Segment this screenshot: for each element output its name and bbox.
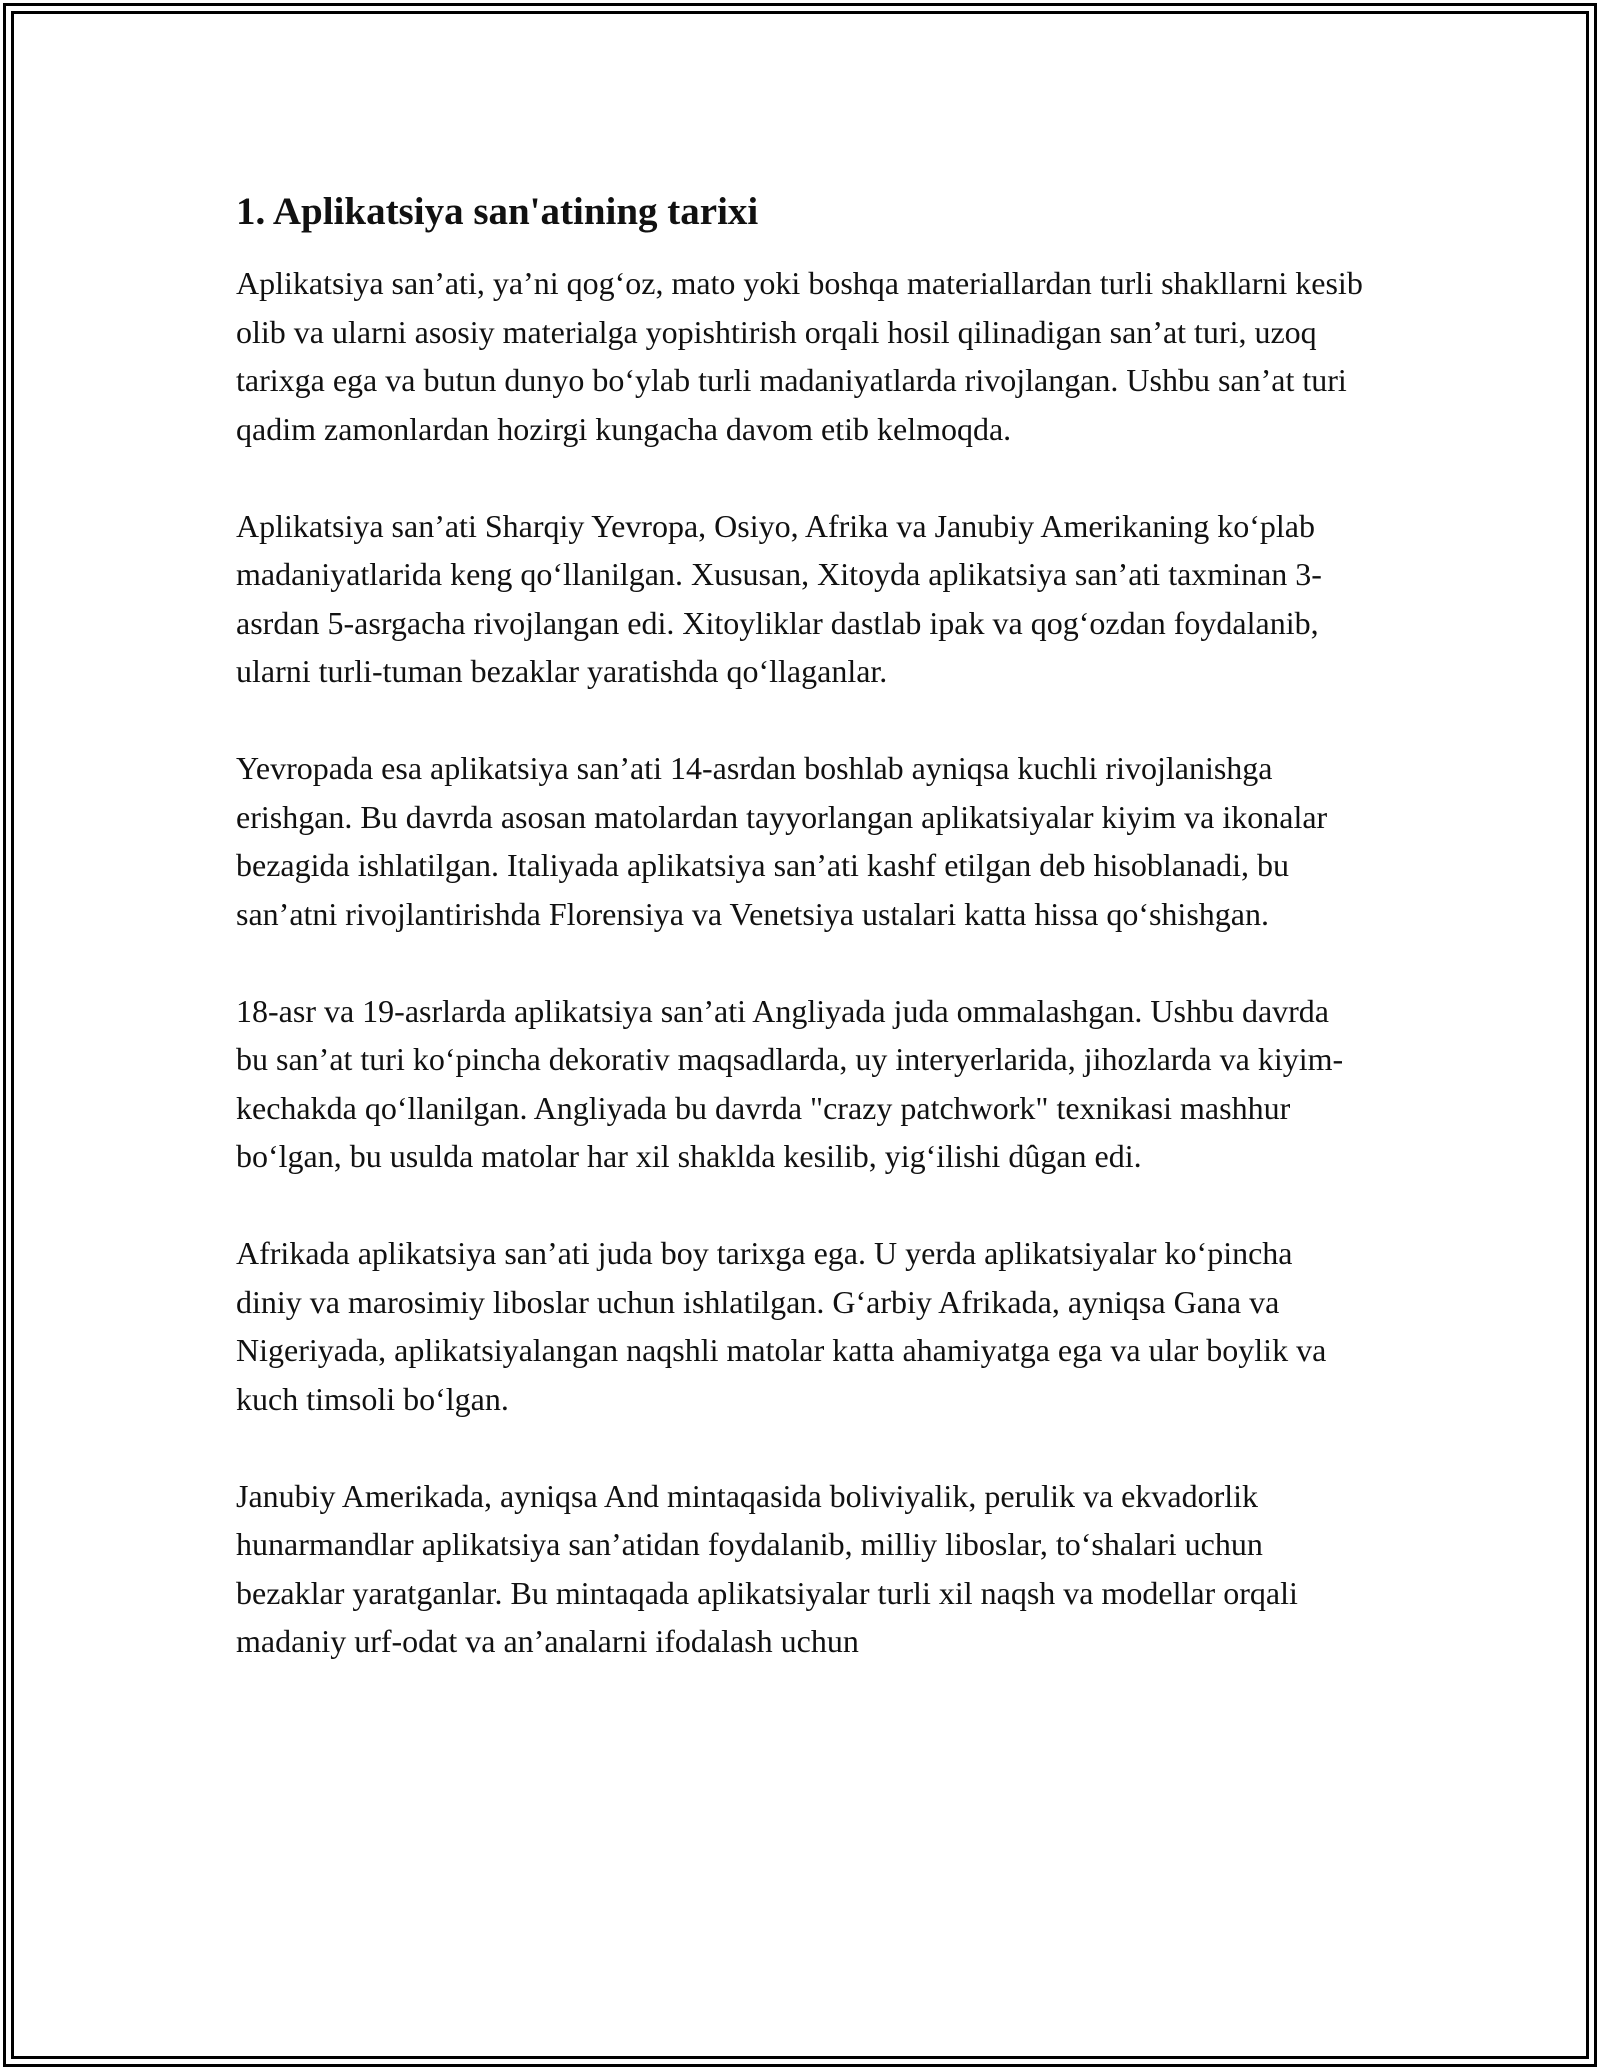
paragraph-3: Yevropada esa aplikatsiya san’ati 14-asrdan boshlab ayniqsa kuchli rivojlanishga erishgan. Bu davrda asosan matolardan tayyorlangan aplikatsiyalar kiyim va ikonalar bezagida ishlatilgan. Italiyada aplikatsiya san’ati kashf etilgan deb hisoblanadi, bu san’atni rivojlantirishda Florensiya va Venetsiya ustalari katta hissa qo‘shishgan. xyxy=(236,750,1328,932)
paragraph-4: 18-asr va 19-asrlarda aplikatsiya san’ati Angliyada juda ommalashgan. Ushbu davrda bu san’at turi ko‘pincha dekorativ maqsadlarda, uy interyerlarida, jihozlarda va kiyim-kechakda qo‘llanilgan. Angliyada bu davrda "crazy patchwork" texnikasi mashhur bo‘lgan, bu usulda matolar har xil shaklda kesilib, yig‘ilishi dûgan edi. xyxy=(236,992,1344,1174)
paragraph-5: Afrikada aplikatsiya san’ati juda boy tarixga ega. U yerda aplikatsiyalar ko‘pincha diniy va marosimiy liboslar uchun ishlatilgan. G‘arbiy Afrikada, ayniqsa Gana va Nigeriyada, aplikatsiyalangan naqshli matolar katta ahamiyatga ega va ular boylik va kuch timsoli bo‘lgan. xyxy=(236,1235,1327,1417)
paragraph-6: Janubiy Amerikada, ayniqsa And mintaqasida boliviyalik, perulik va ekvadorlik hunarmandlar aplikatsiya san’atidan foydalanib, milliy liboslar, to‘shalari uchun bezaklar yaratganlar. Bu mintaqada aplikatsiyalar turli xil naqsh va modellar orqali madaniy urf-odat va an’analarni ifodalash uchun xyxy=(236,1477,1298,1659)
paragraph-2: Aplikatsiya san’ati Sharqiy Yevropa, Osiyo, Afrika va Janubiy Amerikaning ko‘plab madaniyatlarida keng qo‘llanilgan. Xususan, Xitoyda aplikatsiya san’ati taxminan 3-asrdan 5-asrgacha rivojlangan edi. Xitoyliklar dastlab ipak va qog‘ozdan foydalanib, ularni turli-tuman bezaklar yaratishda qo‘llaganlar. xyxy=(236,507,1322,689)
section-title: 1. Aplikatsiya san'atining tarixi xyxy=(236,190,759,233)
document-body xyxy=(236,188,1366,1714)
paragraph-1: Aplikatsiya san’ati, ya’ni qog‘oz, mato yoki boshqa materiallardan turli shakllarni kesib olib va ularni asosiy materialga yopishtirish orqali hosil qilinadigan san’at turi, uzoq tarixga ega va butun dunyo bo‘ylab turli madaniyatlarda rivojlangan. Ushbu san’at turi qadim zamonlardan hozirgi kungacha davom etib kelmoqda. xyxy=(236,265,1363,447)
